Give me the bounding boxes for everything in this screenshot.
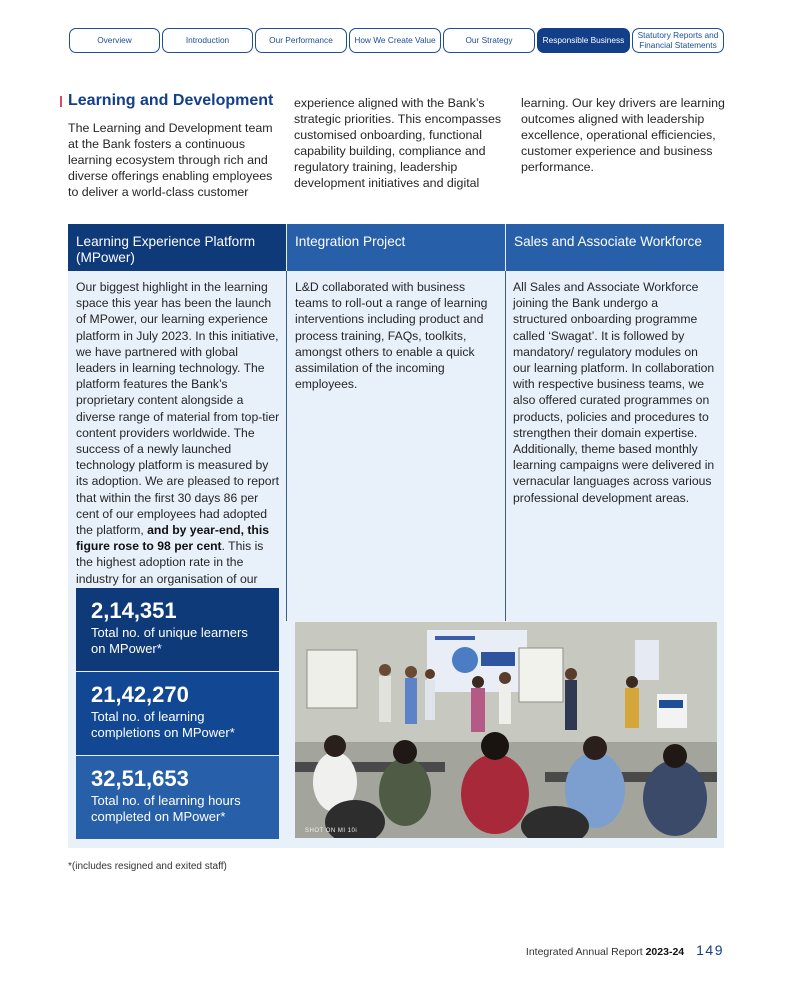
- section-accent-bar: [60, 96, 62, 107]
- classroom-illustration: [295, 622, 717, 838]
- section-title: Learning and Development: [68, 92, 274, 109]
- column-divider: [505, 271, 506, 621]
- stat-label: Total no. of learning hours completed on MPower*: [91, 793, 241, 824]
- stat-value: 32,51,653: [91, 766, 189, 791]
- report-title-prefix: Integrated Annual Report: [525, 946, 643, 958]
- mpower-text-highlight: and by year-end, this figure rose to 98 per cent: [76, 523, 270, 554]
- tab-statutory-reports[interactable]: Statutory Reports and Financial Statements: [632, 28, 724, 53]
- tab-our-performance[interactable]: Our Performance: [255, 28, 347, 53]
- report-year: 2023-24: [645, 946, 685, 958]
- stat-label: Total no. of learning completions on MPower*: [91, 709, 235, 740]
- stat-label: Total no. of unique learners on MPower*: [91, 625, 248, 656]
- tab-overview[interactable]: Overview: [69, 28, 160, 53]
- tab-our-strategy[interactable]: Our Strategy: [443, 28, 535, 53]
- tab-how-we-create-value[interactable]: How We Create Value: [349, 28, 441, 53]
- column-body-integration: L&D collaborated with business teams to roll-out a range of learning interventions including product and process training, FAQs, toolkits, amongst others to enable a quick assimilation of the incoming employees.: [295, 280, 488, 392]
- column-heading-mpower: Learning Experience Platform (MPower): [68, 224, 286, 271]
- stat-value: 21,42,270: [91, 682, 189, 707]
- stat-value: 2,14,351: [91, 598, 177, 623]
- intro-paragraph-1: The Learning and Development team at the Bank fosters a continuous learning ecosystem through rich and diverse offerings enabling employees to deliver a world-class customer: [68, 121, 273, 199]
- stat-learning-hours: [76, 756, 279, 839]
- stat-unique-learners: [76, 588, 279, 671]
- column-heading-sales: Sales and Associate Workforce: [506, 224, 724, 271]
- column-body-sales: All Sales and Associate Workforce joining the Bank undergo a structured onboarding programme called ‘Swagat’. It is followed by mandatory/ regulatory modules on our learning platform. In collaboration with respective business teams, we also offered curated programmes on products, policies and procedures to strengthen their domain expertise. Additionally, theme based monthly learning campaigns were delivered in vernacular languages across various professional development areas.: [513, 280, 715, 505]
- mpower-text-start: Our biggest highlight in the learning space this year has been the launch of MPower, our learning experience platform in July 2023. In this initiative, we have partnered with global leaders in learning technology. The platform features the Bank’s proprietary content alongside a diverse range of material from top-tier content providers worldwide. The success of a newly launched technology platform is measured by its adoption. We are pleased to report that within the first 30 days 86 per cent of our employees had adopted the platform,: [76, 280, 280, 538]
- tab-responsible-business[interactable]: Responsible Business: [537, 28, 630, 53]
- intro-paragraph-2: experience aligned with the Bank’s strategic priorities. This encompasses customised onboarding, functional capability building, compliance and regulatory training, leadership development initiatives and digital: [294, 96, 502, 190]
- column-heading-integration: Integration Project: [287, 224, 505, 271]
- stat-learning-completions: [76, 672, 279, 755]
- training-session-photo: [295, 622, 717, 838]
- column-divider: [286, 271, 287, 621]
- intro-paragraph-3: learning. Our key drivers are learning outcomes aligned with leadership excellence, operational efficiencies, customer experience and business performance.: [521, 96, 725, 174]
- learning-programs-panel: [68, 224, 724, 848]
- photo-watermark: SHOT ON MI 10i: [305, 828, 358, 834]
- footnote: *(includes resigned and exited staff): [68, 861, 227, 872]
- tab-introduction[interactable]: Introduction: [162, 28, 253, 53]
- page-footer: [526, 942, 724, 958]
- report-title: [526, 946, 684, 958]
- page-number: 149: [696, 942, 724, 958]
- mpower-text-end: . This is the highest adoption rate in the industry for an organisation of our: [76, 539, 264, 586]
- column-body-mpower: [76, 279, 280, 603]
